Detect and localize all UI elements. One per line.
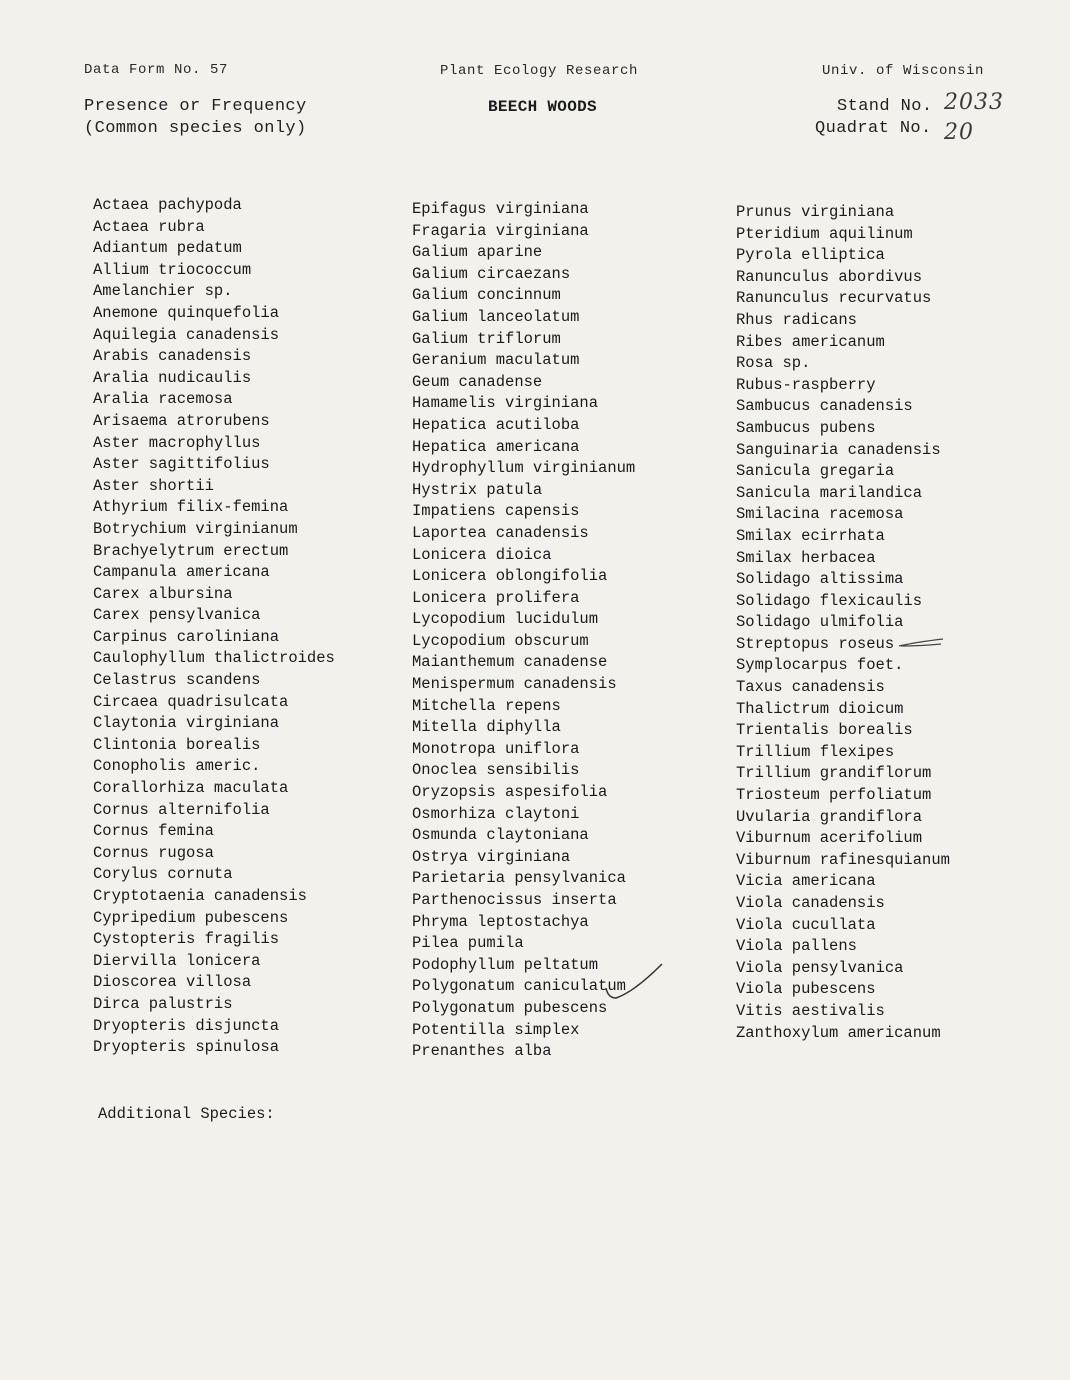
species-entry: Lonicera prolifera	[412, 588, 580, 607]
species-entry: Laportea canadensis	[412, 523, 589, 542]
species-entry: Carpinus caroliniana	[93, 627, 280, 646]
species-column-1	[93, 195, 335, 1059]
species-entry: Potentilla simplex	[412, 1020, 580, 1039]
species-entry: Galium triflorum	[412, 329, 561, 348]
species-entry: Circaea quadrisulcata	[93, 692, 289, 711]
species-entry: Solidago ulmifolia	[736, 613, 904, 632]
species-entry: Epifagus virginiana	[412, 200, 589, 218]
species-entry: Viola canadensis	[736, 894, 885, 912]
species-entry: Allium triococcum	[93, 260, 252, 279]
species-entry: Sanguinaria canadensis	[736, 440, 941, 459]
form-type-line2: (Common species only)	[84, 119, 307, 138]
species-entry: Botrychium virginianum	[93, 519, 298, 538]
species-entry: Prenanthes alba	[412, 1042, 552, 1061]
species-entry: Symplocarpus foet.	[736, 656, 904, 675]
species-entry: Thalictrum dioicum	[736, 699, 904, 718]
species-entry: Aster sagittifolius	[93, 455, 270, 474]
stand-value: 2033	[944, 90, 1004, 115]
species-entry: Arisaema atrorubens	[93, 411, 270, 430]
species-column-3	[736, 202, 950, 1044]
species-entry: Aralia nudicaulis	[93, 368, 252, 387]
species-entry: Lycopodium lucidulum	[412, 610, 599, 629]
species-entry: Dirca palustris	[93, 994, 233, 1013]
species-entry: Phryma leptostachya	[412, 912, 589, 931]
species-entry: Conopholis americ.	[93, 757, 261, 776]
species-entry: Streptopus roseus	[736, 634, 895, 653]
species-entry: Cypripedium pubescens	[93, 908, 289, 927]
species-entry: Hepatica americana	[412, 437, 580, 456]
species-entry: Trillium flexipes	[736, 742, 895, 761]
species-entry: Viburnum rafinesquianum	[736, 850, 950, 869]
species-entry: Solidago flexicaulis	[736, 591, 923, 610]
species-entry: Clintonia borealis	[93, 735, 261, 754]
species-entry: Dryopteris disjuncta	[93, 1016, 280, 1035]
species-entry: Parietaria pensylvanica	[412, 869, 626, 888]
page-title: BEECH WOODS	[488, 98, 597, 116]
species-entry: Geranium maculatum	[412, 351, 580, 370]
species-entry: Actaea rubra	[93, 217, 205, 236]
species-entry: Mitchella repens	[412, 696, 561, 715]
species-entry: Pilea pumila	[412, 934, 524, 953]
species-entry: Anemone quinquefolia	[93, 303, 280, 322]
species-entry: Carex albursina	[93, 584, 233, 603]
form-type-line1: Presence or Frequency	[84, 97, 307, 116]
species-entry: Hydrophyllum virginianum	[412, 459, 636, 478]
species-entry: Ostrya virginiana	[412, 847, 571, 866]
species-entry: Cornus alternifolia	[93, 800, 270, 819]
species-entry: Viburnum acerifolium	[736, 829, 923, 848]
species-entry: Ribes americanum	[736, 332, 885, 351]
species-entry: Pyrola elliptica	[736, 246, 885, 265]
species-entry: Smilacina racemosa	[736, 505, 904, 524]
species-entry: Cryptotaenia canadensis	[93, 887, 307, 905]
species-entry: Dryopteris spinulosa	[93, 1038, 280, 1057]
species-entry: Corallorhiza maculata	[93, 779, 289, 798]
species-entry: Viola pubescens	[736, 980, 876, 999]
species-entry: Cornus rugosa	[93, 843, 214, 862]
species-entry: Galium concinnum	[412, 286, 561, 305]
species-entry: Arabis canadensis	[93, 347, 252, 366]
species-entry: Viola pensylvanica	[736, 958, 904, 977]
species-entry: Galium circaezans	[412, 264, 571, 283]
species-entry: Rhus radicans	[736, 310, 857, 329]
species-entry: Onoclea sensibilis	[412, 761, 580, 780]
species-entry: Corylus cornuta	[93, 865, 233, 884]
species-entry: Viola pallens	[736, 937, 857, 956]
quadrat-value: 20	[944, 120, 974, 145]
institution: Univ. of Wisconsin	[822, 63, 985, 79]
species-entry: Brachyelytrum erectum	[93, 541, 289, 560]
species-entry: Smilax herbacea	[736, 548, 876, 567]
species-entry: Rosa sp.	[736, 354, 811, 373]
species-entry: Geum canadense	[412, 372, 543, 391]
stand-label: Stand No.	[837, 97, 933, 116]
species-entry: Solidago altissima	[736, 570, 904, 589]
species-entry: Mitella diphylla	[412, 718, 561, 737]
species-entry: Hamamelis virginiana	[412, 394, 599, 413]
organization: Plant Ecology Research	[440, 63, 639, 79]
species-entry: Ranunculus abordivus	[736, 267, 923, 286]
species-entry: Fragaria virginiana	[412, 221, 589, 240]
species-entry: Polygonatum pubescens	[412, 998, 608, 1017]
checkmark-icon	[897, 636, 947, 652]
species-entry: Aralia racemosa	[93, 390, 233, 409]
species-entry: Uvularia grandiflora	[736, 807, 923, 826]
species-entry: Aster shortii	[93, 476, 214, 495]
species-entry: Amelanchier sp.	[93, 282, 233, 301]
species-entry: Galium lanceolatum	[412, 307, 580, 326]
species-entry: Athyrium filix-femina	[93, 498, 289, 517]
species-entry: Lonicera dioica	[412, 545, 552, 564]
species-entry: Adiantum pedatum	[93, 239, 242, 258]
species-entry: Pteridium aquilinum	[736, 224, 913, 243]
species-entry: Impatiens capensis	[412, 502, 580, 521]
species-entry: Sambucus canadensis	[736, 397, 913, 416]
additional-species-label: Additional Species:	[98, 1105, 275, 1123]
species-entry: Taxus canadensis	[736, 678, 885, 697]
species-entry: Celastrus scandens	[93, 671, 261, 690]
species-entry: Hepatica acutiloba	[412, 415, 580, 434]
quadrat-label: Quadrat No.	[815, 119, 932, 138]
species-entry: Caulophyllum thalictroides	[93, 649, 335, 668]
species-entry: Osmorhiza claytoni	[412, 804, 580, 823]
species-entry: Diervilla lonicera	[93, 951, 261, 970]
species-entry: Carex pensylvanica	[93, 606, 261, 625]
species-entry: Aquilegia canadensis	[93, 325, 280, 344]
species-entry: Sambucus pubens	[736, 418, 876, 437]
species-entry: Trillium grandiflorum	[736, 764, 932, 783]
species-entry: Menispermum canadensis	[412, 675, 617, 694]
species-entry: Sanicula marilandica	[736, 483, 923, 502]
species-entry: Parthenocissus inserta	[412, 891, 617, 909]
species-entry: Podophyllum peltatum	[412, 955, 599, 974]
species-entry: Rubus-raspberry	[736, 375, 876, 394]
species-entry: Osmunda claytoniana	[412, 826, 589, 845]
species-entry: Vitis aestivalis	[736, 1001, 885, 1020]
form-number: Data Form No. 57	[84, 62, 229, 78]
species-column-2	[412, 199, 635, 1063]
species-entry: Trientalis borealis	[736, 721, 913, 740]
species-entry: Claytonia virginiana	[93, 714, 280, 733]
species-entry: Viola cucullata	[736, 915, 876, 934]
species-entry: Ranunculus recurvatus	[736, 289, 932, 308]
species-entry: Smilax ecirrhata	[736, 526, 885, 545]
species-entry: Lonicera oblongifolia	[412, 567, 608, 586]
checkmark-icon	[600, 962, 664, 1006]
species-entry: Galium aparine	[412, 243, 543, 262]
species-entry: Monotropa uniflora	[412, 739, 580, 758]
species-entry: Maianthemum canadense	[412, 653, 608, 672]
species-entry: Sanicula gregaria	[736, 462, 895, 481]
species-entry: Polygonatum caniculatum	[412, 977, 626, 996]
species-entry: Oryzopsis aspesifolia	[412, 783, 608, 802]
species-entry: Vicia americana	[736, 872, 876, 891]
species-entry: Hystrix patula	[412, 480, 543, 499]
species-entry: Aster macrophyllus	[93, 433, 261, 452]
species-entry: Dioscorea villosa	[93, 973, 252, 992]
species-entry: Cystopteris fragilis	[93, 930, 280, 949]
species-entry: Campanula americana	[93, 563, 270, 582]
species-entry: Zanthoxylum americanum	[736, 1023, 941, 1042]
species-entry: Actaea pachypoda	[93, 196, 242, 214]
species-entry: Prunus virginiana	[736, 203, 895, 221]
species-entry: Triosteum perfoliatum	[736, 786, 932, 805]
species-entry: Cornus femina	[93, 822, 214, 841]
species-entry: Lycopodium obscurum	[412, 631, 589, 650]
